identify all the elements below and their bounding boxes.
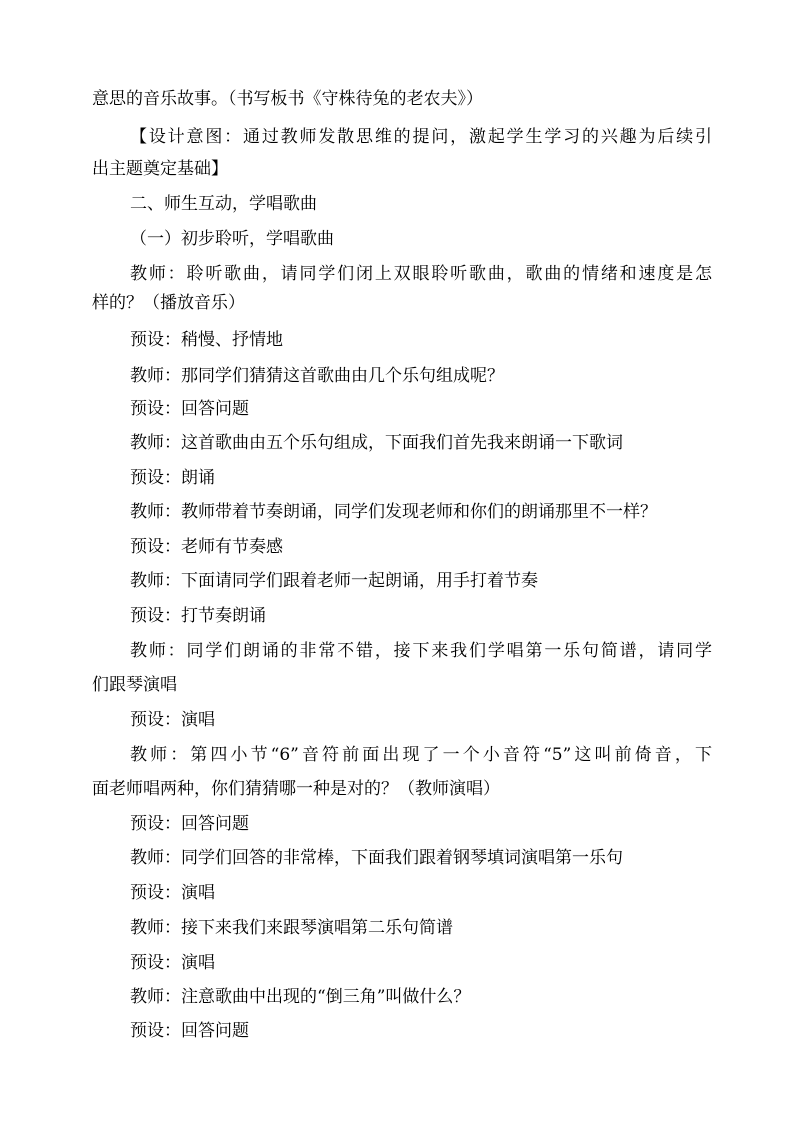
paragraph-line: 预设：打节奏朗诵 [130, 606, 266, 626]
subsection-heading: （一）初步聆听，学唱歌曲 [130, 229, 334, 249]
paragraph-line: 预设：演唱 [130, 953, 215, 973]
paragraph-line: 面老师唱两种，你们猜猜哪一种是对的？（教师演唱） [92, 779, 500, 799]
paragraph-line: 预设：老师有节奏感 [130, 537, 283, 557]
paragraph-line: 预设：回答问题 [130, 399, 249, 419]
paragraph-line: 教师：第四小节“6”音符前面出现了一个小音符“5”这叫前倚音，下 [130, 745, 712, 765]
section-heading: 二、师生互动，学唱歌曲 [130, 194, 317, 214]
paragraph-line: 【设计意图：通过教师发散思维的提问，激起学生学习的兴趣为后续引 [130, 127, 712, 147]
paragraph-line: 教师：注意歌曲中出现的“倒三角”叫做什么？ [130, 987, 471, 1007]
paragraph-line: 出主题奠定基础】 [92, 159, 228, 179]
paragraph-line: 教师：同学们回答的非常棒，下面我们跟着钢琴填词演唱第一乐句 [130, 848, 623, 868]
paragraph-line: 意思的音乐故事。（书写板书《守株待兔的老农夫》） [92, 89, 483, 109]
paragraph-line: 预设：朗诵 [130, 468, 215, 488]
paragraph-line: 教师：下面请同学们跟着老师一起朗诵，用手打着节奏 [130, 571, 538, 591]
paragraph-line: 预设：演唱 [130, 710, 215, 730]
paragraph-line: 预设：回答问题 [130, 814, 249, 834]
paragraph-line: 预设：回答问题 [130, 1021, 249, 1041]
paragraph-line: 教师：那同学们猜猜这首歌曲由几个乐句组成呢？ [130, 366, 504, 386]
paragraph-line: 教师：同学们朗诵的非常不错，接下来我们学唱第一乐句简谱，请同学 [130, 641, 712, 661]
paragraph-line: 预设：稍慢、抒情地 [130, 330, 283, 350]
paragraph-line: 教师：教师带着节奏朗诵，同学们发现老师和你们的朗诵那里不一样？ [130, 502, 657, 522]
paragraph-line: 样的？（播放音乐） [92, 293, 245, 313]
paragraph-line: 教师：聆听歌曲，请同学们闭上双眼聆听歌曲，歌曲的情绪和速度是怎 [130, 264, 712, 284]
paragraph-line: 们跟琴演唱 [92, 675, 177, 695]
paragraph-line: 教师：这首歌曲由五个乐句组成，下面我们首先我来朗诵一下歌词 [130, 433, 623, 453]
paragraph-line: 预设：演唱 [130, 883, 215, 903]
paragraph-line: 教师：接下来我们来跟琴演唱第二乐句简谱 [130, 918, 453, 938]
